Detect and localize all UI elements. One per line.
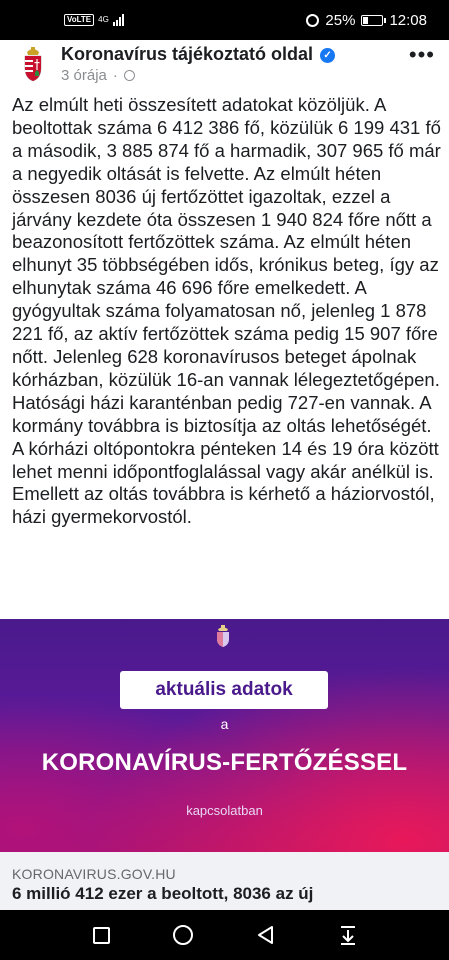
post-meta (61, 67, 135, 84)
status-right (306, 12, 427, 29)
link-preview-info[interactable] (0, 852, 449, 910)
more-options-button[interactable]: ••• (408, 42, 435, 67)
post-card (0, 40, 449, 910)
battery-icon (361, 15, 383, 26)
notification-down-icon (337, 924, 359, 946)
verified-badge-icon: ✓ (320, 48, 335, 63)
globe-icon (124, 70, 135, 81)
banner-connector: a (220, 716, 229, 732)
page-name: Koronavírus tájékoztató oldal (61, 44, 314, 64)
battery-percent: 25% (325, 11, 356, 29)
triangle-back-icon (255, 924, 277, 946)
network-type-icon (98, 16, 109, 24)
volte-icon: VoLTE (64, 14, 94, 26)
recent-apps-button[interactable] (89, 923, 113, 947)
square-icon (93, 927, 110, 944)
banner-pill: aktuális adatok (120, 671, 328, 709)
status-bar (0, 0, 449, 40)
coat-of-arms-icon (216, 625, 230, 647)
banner-subline: kapcsolatban (186, 803, 263, 818)
notification-pull-button[interactable] (336, 923, 360, 947)
clock: 12:08 (389, 11, 427, 29)
alarm-icon (306, 14, 319, 27)
network-type-label: 4G (98, 15, 109, 24)
post-header (0, 40, 449, 92)
navigation-bar (0, 910, 449, 960)
home-button[interactable] (171, 923, 195, 947)
back-button[interactable] (254, 923, 278, 947)
status-left (64, 14, 124, 26)
link-preview-image[interactable] (0, 619, 449, 852)
meta-separator: · (112, 67, 118, 84)
page-name-link[interactable] (61, 44, 335, 65)
signal-icon (113, 14, 124, 26)
circle-icon (173, 925, 193, 945)
link-title: 6 millió 412 ezer a beoltott, 8036 az új (12, 884, 314, 903)
post-text: Az elmúlt heti összesített adatokat közöljük. A beoltottak száma 6 412 386 fő, közülük 6 199 431 fő a második, 3 885 874 fő a harmadik, 307 965 fő már a negyedik oltását is felvette. Az elmúlt héten összesen 8036 új fertőzöttet igazoltak, ezzel a járvány kezdete óta összesen 1 940 824 főre nőtt a beazonosított fertőzöttek száma. Az elmúlt héten elhunyt 35 többségében idős, krónikus beteg, így az elhunytak száma 46 696 főre emelkedett. A gyógyultak száma folyamatosan nő, jelenleg 1 878 221 fő, az aktív fertőzöttek száma pedig 15 907 főre nőtt. Jelenleg 628 koronavírusos beteget ápolnak kórházban, közülük 16-an vannak lélegeztetőgépen. Hatósági házi karanténban pedig 727-en vannak. A kormány továbbra is biztosítja az oltás lehetőségét. A kórházi oltópontokra pénteken 14 és 19 óra között lehet menni időpontfoglalással vagy akár anélkül is. Emellett az oltás továbbra is kérhető a háziorvostól, házi gyermekorvostól. (12, 94, 441, 528)
hungarian-coat-of-arms-icon[interactable] (22, 46, 44, 82)
banner-headline: KORONAVÍRUS-FERTŐZÉSSEL (41, 749, 408, 776)
post-time[interactable]: 3 órája (61, 67, 107, 84)
link-domain: KORONAVIRUS.GOV.HU (12, 866, 176, 882)
